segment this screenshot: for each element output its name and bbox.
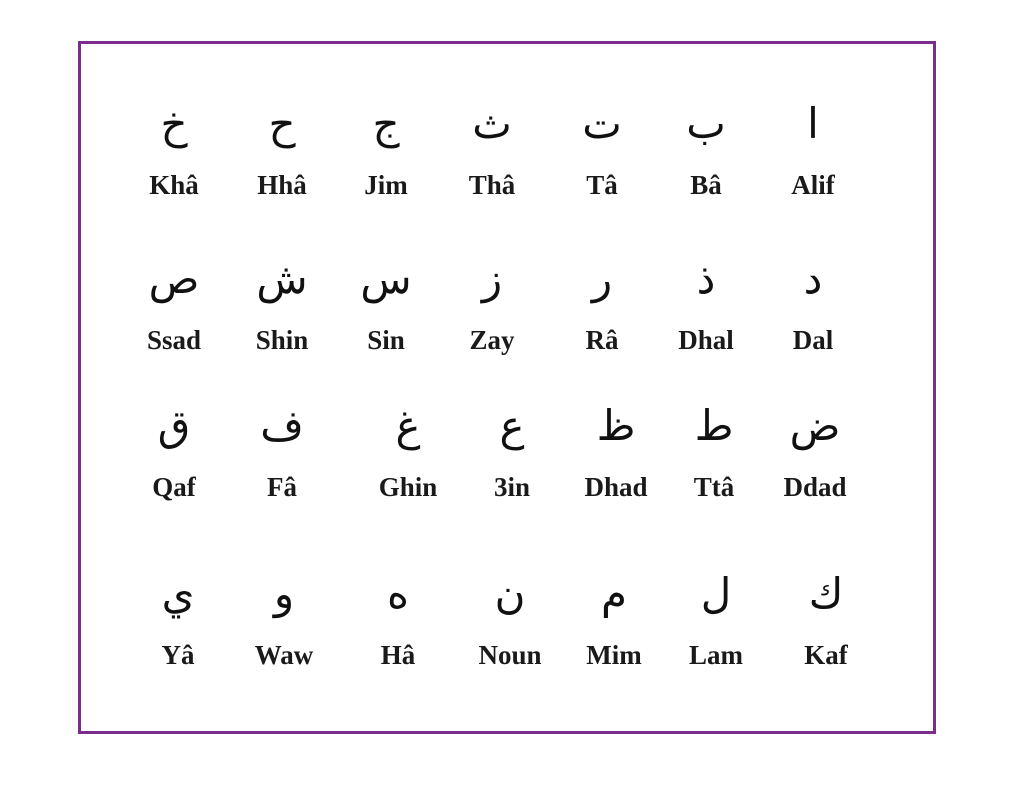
letter-cell — [227, 84, 337, 214]
letter-row — [81, 386, 933, 516]
letter-name: Sin — [367, 325, 405, 355]
letter-cell — [229, 554, 339, 684]
letter-cell — [771, 554, 881, 684]
letter-name: Ttâ — [693, 472, 735, 502]
letter-name: Khâ — [149, 170, 199, 200]
letter-name: Zay — [469, 325, 515, 355]
letter-cell — [758, 239, 868, 369]
arabic-letter: و — [273, 569, 295, 618]
letter-cell — [651, 239, 761, 369]
letter-name: Thâ — [468, 170, 516, 200]
letter-cell — [651, 84, 761, 214]
arabic-letter: ش — [256, 254, 308, 303]
letter-name: Yâ — [161, 640, 195, 670]
letter-name: Râ — [585, 325, 619, 355]
arabic-letter: ك — [808, 569, 844, 618]
letter-cell — [227, 386, 337, 516]
arabic-letter: س — [360, 254, 412, 303]
letter-row — [81, 554, 933, 684]
letter-name: Dal — [792, 325, 834, 355]
arabic-letter: ض — [789, 401, 841, 450]
letter-cell — [455, 554, 565, 684]
letter-cell — [119, 386, 229, 516]
letter-cell — [659, 386, 769, 516]
arabic-letter: ا — [807, 99, 819, 148]
arabic-letter: ل — [700, 569, 732, 618]
letter-row — [81, 239, 933, 369]
arabic-letter: ه — [386, 569, 409, 618]
arabic-letter: ص — [148, 254, 200, 303]
letter-cell — [457, 386, 567, 516]
letter-cell — [437, 239, 547, 369]
arabic-letter: ذ — [696, 254, 716, 303]
letter-name: Dhal — [678, 325, 734, 355]
arabic-letter: ر — [591, 254, 613, 303]
letter-name: Bâ — [690, 170, 722, 200]
letter-name: 3in — [493, 472, 531, 502]
arabic-letter: ط — [694, 401, 734, 450]
letter-name: Hhâ — [257, 170, 307, 200]
letter-name: Kaf — [804, 640, 848, 670]
letter-cell — [437, 84, 547, 214]
letter-name: Ghin — [378, 472, 438, 502]
letter-name: Fâ — [267, 472, 297, 502]
arabic-letter: ب — [686, 99, 726, 148]
letter-name: Alif — [791, 170, 835, 200]
letter-cell — [760, 386, 870, 516]
letter-name: Qaf — [152, 472, 196, 502]
letter-cell — [331, 84, 441, 214]
alphabet-chart-frame — [78, 41, 936, 734]
letter-cell — [119, 239, 229, 369]
arabic-letter: ث — [472, 99, 512, 148]
letter-name: Hâ — [380, 640, 416, 670]
letter-name: Dhad — [584, 472, 648, 502]
letter-name: Lam — [689, 640, 743, 670]
arabic-letter: م — [600, 569, 627, 618]
letter-cell — [119, 84, 229, 214]
letter-cell — [353, 386, 463, 516]
letter-cell — [331, 239, 441, 369]
arabic-letter: غ — [395, 401, 421, 450]
arabic-letter: ظ — [596, 401, 636, 450]
arabic-letter: ن — [494, 569, 526, 618]
arabic-letter: ق — [157, 401, 191, 450]
letter-cell — [123, 554, 233, 684]
letter-cell — [559, 554, 669, 684]
letter-cell — [227, 239, 337, 369]
arabic-letter: ي — [161, 569, 195, 618]
letter-cell — [343, 554, 453, 684]
letter-name: Ddad — [783, 472, 847, 502]
letter-name: Jim — [364, 170, 408, 200]
letter-cell — [661, 554, 771, 684]
letter-cell — [547, 239, 657, 369]
arabic-letter: خ — [160, 99, 188, 148]
letter-name: Noun — [478, 640, 542, 670]
arabic-letter: ج — [372, 99, 400, 148]
arabic-letter: د — [803, 254, 823, 303]
arabic-letter: ع — [499, 401, 525, 450]
arabic-letter: ت — [582, 99, 622, 148]
letter-name: Waw — [254, 640, 314, 670]
letter-name: Tâ — [586, 170, 618, 200]
letter-name: Ssad — [146, 325, 202, 355]
arabic-letter: ف — [260, 401, 304, 450]
letter-name: Shin — [255, 325, 309, 355]
letter-cell — [561, 386, 671, 516]
letter-row — [81, 84, 933, 214]
letter-cell — [547, 84, 657, 214]
letter-cell — [758, 84, 868, 214]
arabic-letter: ز — [481, 254, 503, 303]
letter-name: Mim — [586, 640, 642, 670]
arabic-letter: ح — [268, 99, 296, 148]
